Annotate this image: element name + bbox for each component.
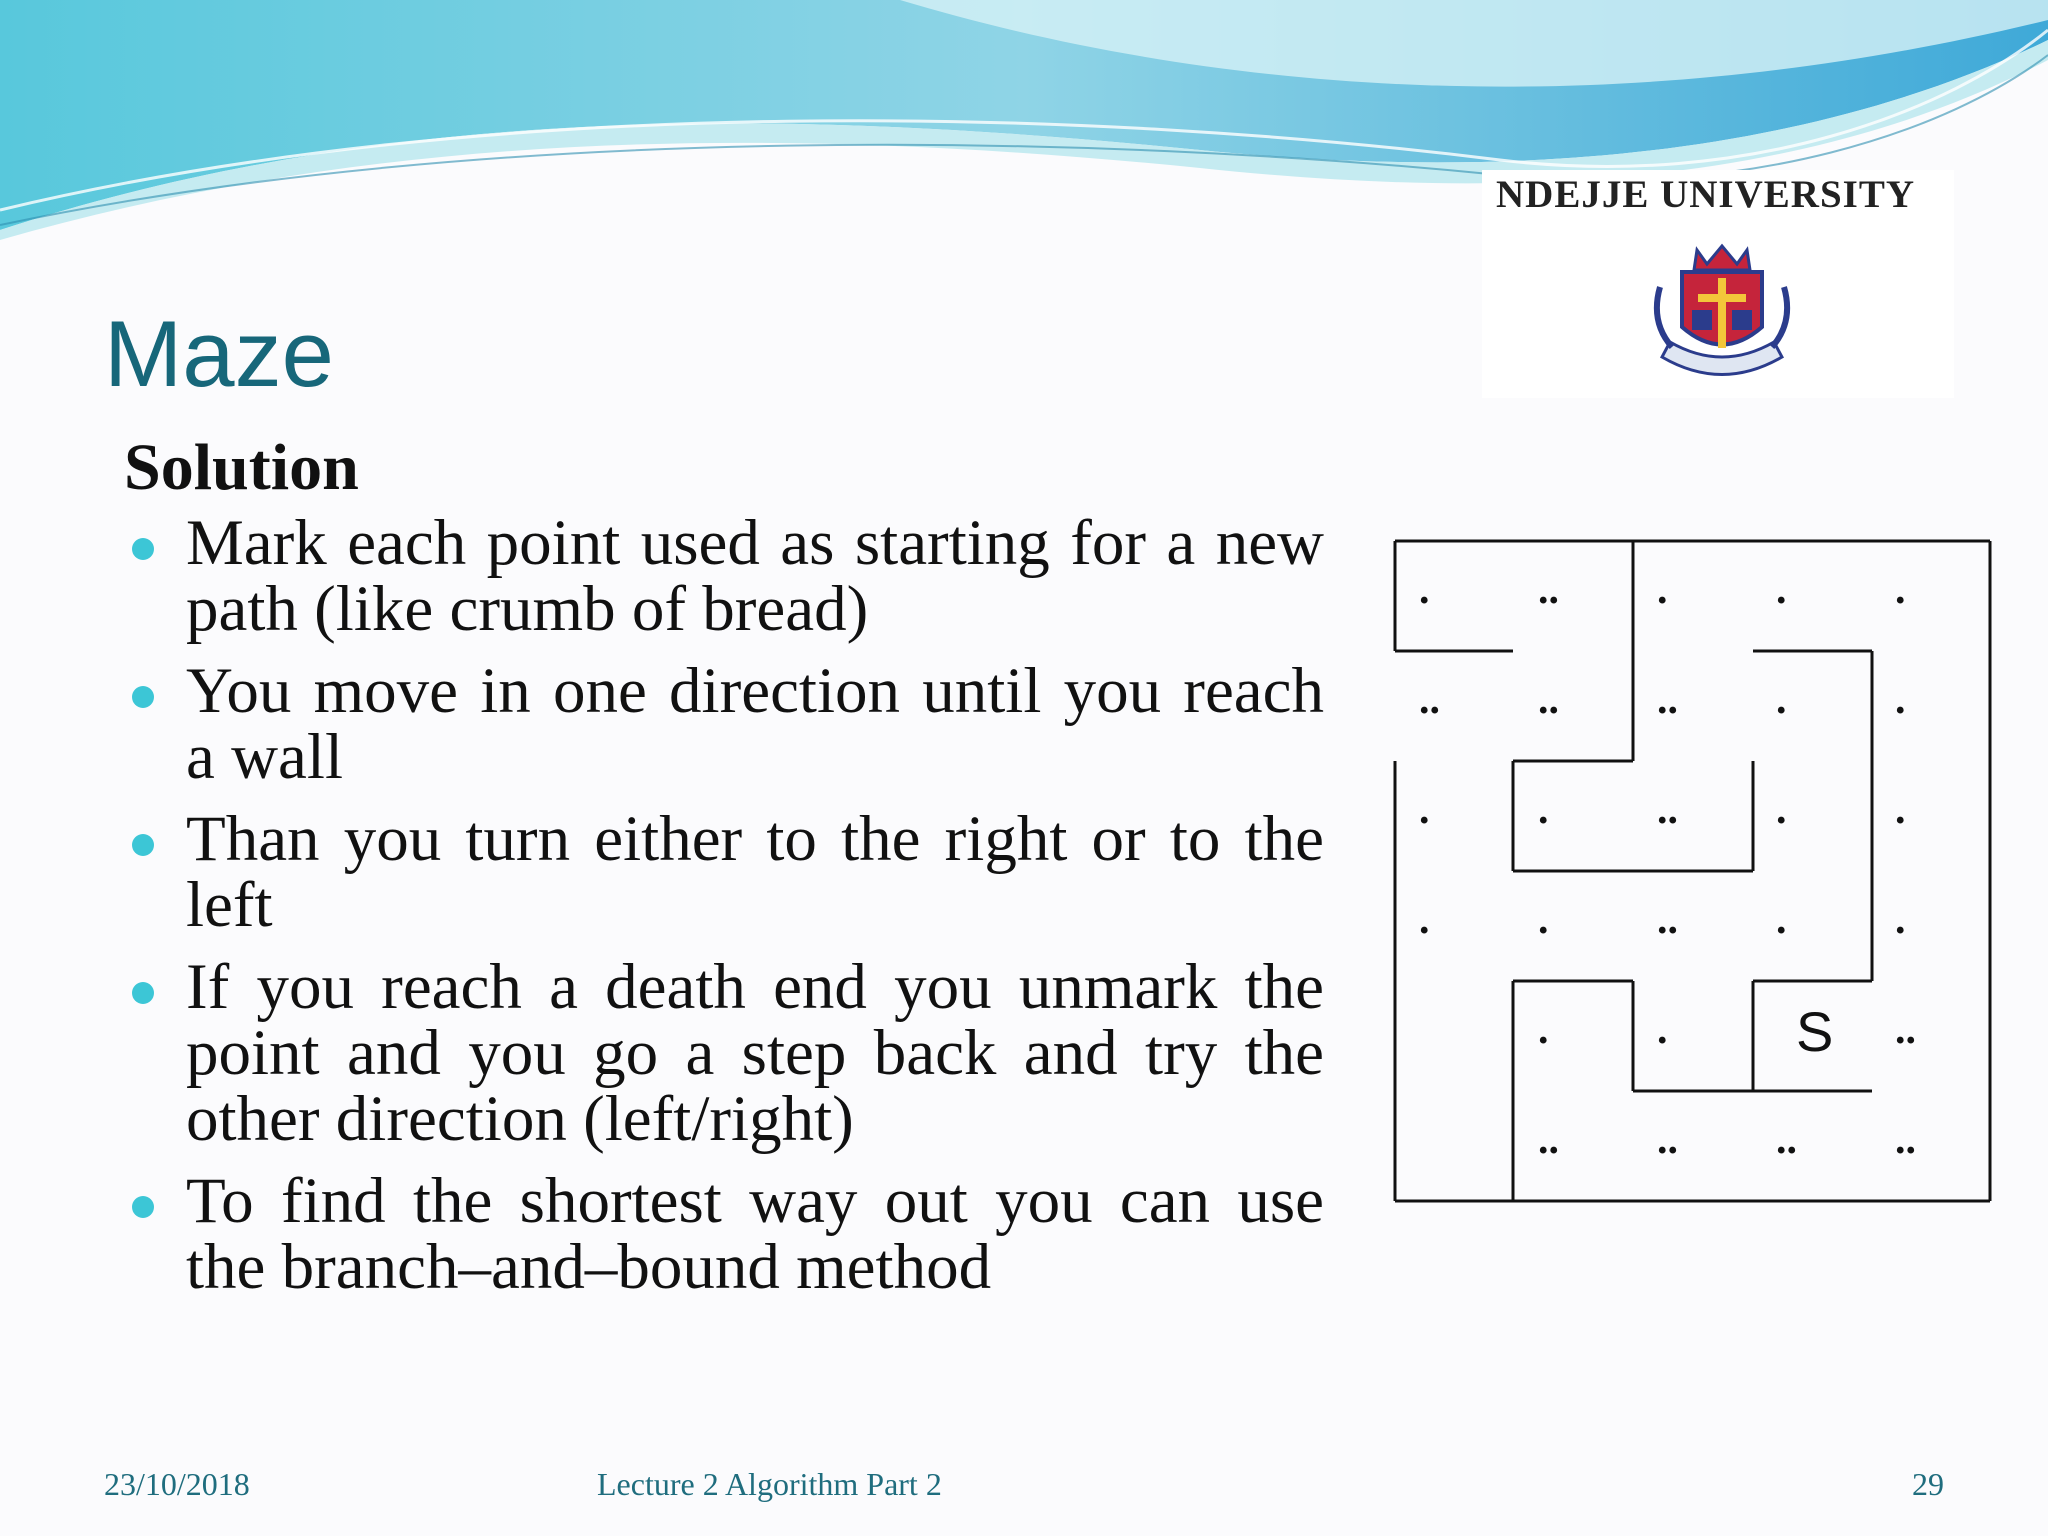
maze-cell-mark: . (1776, 787, 1787, 833)
maze-cell-mark: .. (1657, 787, 1678, 833)
maze-cell-mark: . (1538, 787, 1549, 833)
maze-diagram (1390, 536, 2000, 1206)
bullet-item: Than you turn either to the right or to the left (132, 806, 1324, 938)
university-logo-text: NDEJJE UNIVERSITY (1496, 173, 1915, 216)
maze-cell-mark: .. (1419, 677, 1440, 723)
maze-cell-mark: . (1657, 1007, 1668, 1053)
maze-cell-mark: . (1419, 897, 1430, 943)
maze-cell-mark: . (1895, 897, 1906, 943)
maze-cell-mark: . (1895, 787, 1906, 833)
maze-cell-mark: .. (1895, 1117, 1916, 1163)
bullet-item: If you reach a death end you unmark the point and you go a step back and try the other direction (left/right) (132, 954, 1324, 1152)
maze-cell-mark: . (1419, 567, 1430, 613)
footer-date: 23/10/2018 (104, 1466, 250, 1502)
maze-cell-mark: . (1776, 897, 1787, 943)
maze-walls (1395, 541, 1990, 1201)
maze-cell-mark: .. (1776, 1117, 1797, 1163)
maze-cell-mark: .. (1538, 1117, 1559, 1163)
bullet-item: To find the shortest way out you can use the branch–and–bound method (132, 1168, 1324, 1300)
maze-cell-mark: .. (1538, 567, 1559, 613)
footer-page-number: 29 (1912, 1466, 1944, 1502)
maze-cell-mark: .. (1657, 1117, 1678, 1163)
maze-start-label: S (1796, 1000, 1834, 1063)
maze-cell-mark: .. (1538, 677, 1559, 723)
maze-cell-mark: .. (1657, 897, 1678, 943)
slide-title: Maze (104, 301, 334, 406)
maze-cell-mark: . (1895, 567, 1906, 613)
bullet-list (132, 507, 1324, 1316)
maze-cell-mark: . (1776, 677, 1787, 723)
bullet-item: Mark each point used as starting for a new path (like crumb of bread) (132, 510, 1324, 642)
solution-heading: Solution (124, 431, 359, 504)
maze-cell-mark: . (1657, 567, 1668, 613)
maze-cell-mark: . (1419, 787, 1430, 833)
maze-cell-mark: . (1538, 1007, 1549, 1053)
maze-marks (1419, 567, 1916, 1163)
maze-cell-mark: . (1538, 897, 1549, 943)
university-crest-icon (1642, 232, 1802, 392)
bullet-item: You move in one direction until you reach a wall (132, 658, 1324, 790)
maze-cell-mark: . (1895, 677, 1906, 723)
footer-lecture-title: Lecture 2 Algorithm Part 2 (597, 1466, 942, 1502)
maze-cell-mark: .. (1895, 1007, 1916, 1053)
maze-cell-mark: .. (1657, 677, 1678, 723)
maze-cell-mark: . (1776, 567, 1787, 613)
